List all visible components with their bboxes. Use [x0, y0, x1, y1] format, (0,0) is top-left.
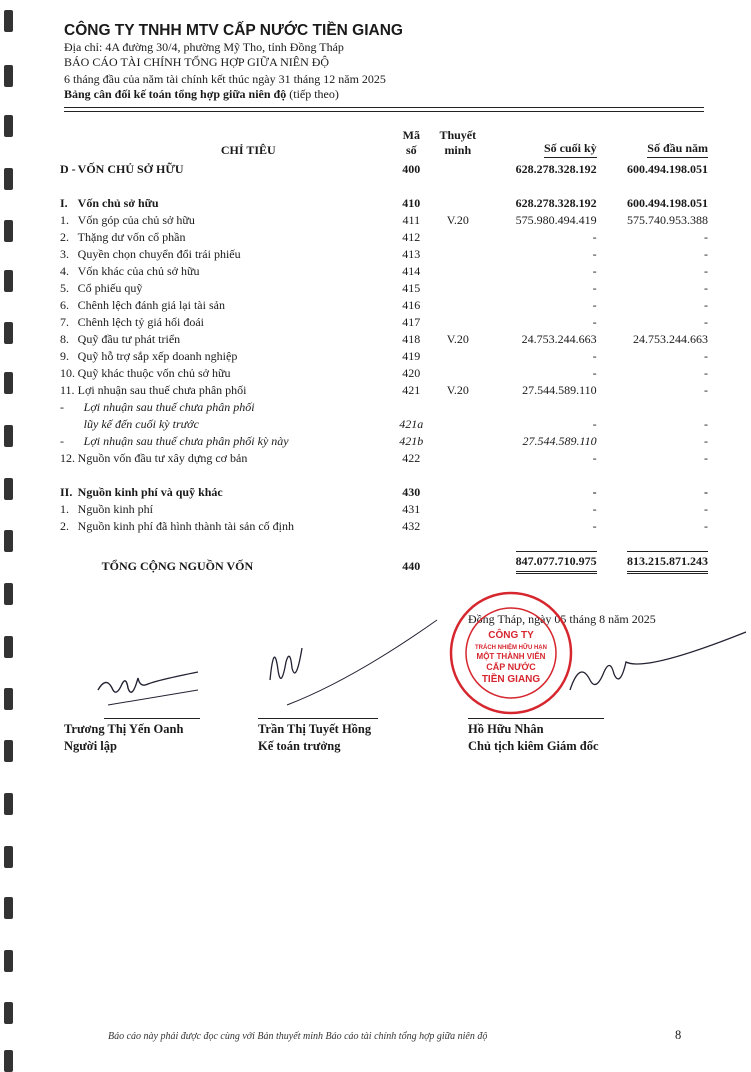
row-code: 412 — [402, 230, 421, 244]
row-code: 432 — [402, 519, 421, 533]
row-end-value: 847.077.710.975 — [482, 551, 597, 574]
binder-hole — [4, 10, 13, 32]
row-end-value: - — [592, 298, 597, 312]
table-row — [60, 551, 708, 574]
page-number: 8 — [675, 1028, 682, 1042]
row-code: 421a — [399, 417, 424, 431]
col-note-header: Thuyết minh — [439, 128, 477, 157]
row-end-value: - — [592, 281, 597, 295]
row-item: Quỹ khác thuộc vốn chủ sở hữu — [77, 366, 231, 380]
table-row — [60, 279, 708, 296]
signature-preparer — [88, 660, 208, 720]
svg-text:MỘT THÀNH VIÊN: MỘT THÀNH VIÊN — [476, 652, 546, 661]
spacer-row — [60, 534, 708, 551]
row-begin-value: 813.215.871.243 — [597, 551, 708, 574]
row-begin-value: - — [704, 281, 708, 295]
row-note — [434, 449, 482, 466]
row-item: Lợi nhuận sau thuế chưa phân phối — [77, 383, 247, 397]
row-note — [434, 483, 482, 500]
table-row — [60, 364, 708, 381]
row-begin-value: - — [704, 230, 708, 244]
row-item: Nguồn kinh phí — [77, 502, 154, 516]
row-item: Lợi nhuận sau thuế chưa phân phối — [83, 400, 255, 414]
table-row — [60, 517, 708, 534]
row-begin-value: - — [704, 315, 708, 329]
row-note — [434, 245, 482, 262]
row-end-value: - — [592, 485, 597, 499]
row-end-value — [482, 398, 597, 415]
row-code: 422 — [402, 451, 421, 465]
row-number: 2. — [60, 230, 69, 244]
row-item: VỐN CHỦ SỞ HỮU — [77, 162, 184, 176]
row-code — [389, 398, 434, 415]
row-code: 440 — [402, 559, 421, 573]
subtitle-continued: (tiếp theo) — [289, 87, 339, 101]
binder-hole — [4, 220, 13, 242]
row-code: 415 — [402, 281, 421, 295]
binder-hole — [4, 322, 13, 344]
svg-text:CẤP NƯỚC: CẤP NƯỚC — [486, 662, 536, 672]
row-number — [60, 415, 78, 432]
row-begin-value: - — [704, 485, 708, 499]
row-code: 418 — [402, 332, 421, 346]
table-row — [60, 296, 708, 313]
row-note — [434, 432, 482, 449]
binder-hole — [4, 740, 13, 762]
row-item: Cổ phiếu quỹ — [77, 281, 143, 295]
row-note — [434, 296, 482, 313]
row-number: 10. — [60, 366, 75, 380]
spacer-row — [60, 466, 708, 483]
row-item: TỔNG CỘNG NGUỒN VỐN — [101, 559, 254, 573]
table-row — [60, 313, 708, 330]
binder-hole — [4, 583, 13, 605]
row-item: Vốn khác của chủ sở hữu — [77, 264, 200, 278]
table-row — [60, 211, 708, 228]
row-code: 410 — [402, 196, 421, 210]
row-end-value: 628.278.328.192 — [515, 162, 597, 176]
binder-hole — [4, 636, 13, 658]
row-begin-value: 600.494.198.051 — [627, 196, 708, 210]
table-row — [60, 262, 708, 279]
row-begin-value: - — [704, 383, 708, 397]
row-item: Nguồn vốn đầu tư xây dựng cơ bản — [77, 451, 248, 465]
row-end-value: 27.544.589.110 — [522, 434, 597, 448]
table-row — [60, 160, 708, 177]
row-number: 1. — [60, 502, 69, 516]
preparer-name: Trương Thị Yến Oanh — [64, 722, 184, 736]
col-code-header: Mã số — [402, 128, 420, 157]
binder-hole — [4, 115, 13, 137]
row-begin-value: - — [704, 366, 708, 380]
row-number: 12. — [60, 451, 75, 465]
binder-hole — [4, 530, 13, 552]
row-note: V.20 — [446, 332, 469, 346]
report-title: BÁO CÁO TÀI CHÍNH TỔNG HỢP GIỮA NIÊN ĐỘ — [64, 55, 330, 69]
accountant-name: Trần Thị Tuyết Hồng — [258, 722, 372, 736]
row-item: Vốn chủ sở hữu — [77, 196, 159, 210]
row-note — [434, 347, 482, 364]
row-end-value: - — [592, 315, 597, 329]
row-number: 1. — [60, 213, 69, 227]
row-begin-value — [597, 398, 708, 415]
binder-hole — [4, 425, 13, 447]
row-note — [434, 228, 482, 245]
row-note — [434, 364, 482, 381]
row-number: - — [60, 400, 64, 414]
row-note — [434, 398, 482, 415]
binder-hole — [4, 688, 13, 710]
company-address: Địa chỉ: 4A đường 30/4, phường Mỹ Tho, tỉnh Đồng Tháp — [64, 40, 344, 54]
row-note: V.20 — [446, 383, 469, 397]
binder-hole — [4, 478, 13, 500]
row-note — [434, 500, 482, 517]
row-note — [434, 415, 482, 432]
row-begin-value: - — [704, 451, 708, 465]
row-item: Chênh lệch đánh giá lại tài sản — [77, 298, 225, 312]
row-begin-value: - — [704, 417, 708, 431]
row-item: Quỹ đầu tư phát triển — [77, 332, 181, 346]
row-item: Chênh lệch tỷ giá hối đoái — [77, 315, 204, 329]
table-row — [60, 500, 708, 517]
row-number: 7. — [60, 315, 69, 329]
row-item: Vốn góp của chủ sở hữu — [77, 213, 195, 227]
preparer-role: Người lập — [64, 739, 117, 753]
row-code: 431 — [402, 502, 421, 516]
row-note — [434, 160, 482, 177]
table-row — [60, 381, 708, 398]
row-end-value: 628.278.328.192 — [515, 196, 597, 210]
row-item: Nguồn kinh phí và quỹ khác — [77, 485, 223, 499]
binder-hole — [4, 793, 13, 815]
row-note — [434, 313, 482, 330]
row-number: 11. — [60, 383, 75, 397]
row-note — [434, 194, 482, 211]
row-begin-value: - — [704, 434, 708, 448]
row-number: 2. — [60, 519, 69, 533]
row-end-value: - — [592, 451, 597, 465]
signature-block-director — [468, 718, 604, 755]
balance-sheet-table — [60, 128, 708, 574]
binder-hole — [4, 846, 13, 868]
table-header-row — [60, 128, 708, 160]
row-code: 419 — [402, 349, 421, 363]
row-begin-value: 600.494.198.051 — [627, 162, 708, 176]
table-row — [60, 245, 708, 262]
date-line: Đồng Tháp, ngày 05 tháng 8 năm 2025 — [468, 612, 656, 626]
row-code: 416 — [402, 298, 421, 312]
col-item-header: CHỈ TIÊU — [220, 143, 276, 157]
row-item: Lợi nhuận sau thuế chưa phân phối kỳ này — [83, 434, 289, 448]
binder-hole — [4, 270, 13, 292]
table-row — [60, 432, 708, 449]
signature-block-accountant — [258, 718, 378, 755]
row-number: 8. — [60, 332, 69, 346]
row-begin-value: - — [704, 502, 708, 516]
binder-hole — [4, 897, 13, 919]
subtitle-bold: Bảng cân đối kế toán tổng hợp giữa niên độ — [64, 87, 287, 101]
row-note — [434, 517, 482, 534]
row-code: 430 — [402, 485, 421, 499]
row-note — [434, 262, 482, 279]
row-number: II. — [60, 485, 73, 499]
report-subtitle — [64, 87, 704, 102]
svg-text:TRÁCH NHIỆM HỮU HẠN: TRÁCH NHIỆM HỮU HẠN — [475, 645, 547, 651]
row-number: D - — [60, 162, 76, 176]
row-code: 413 — [402, 247, 421, 261]
row-end-value: - — [592, 366, 597, 380]
table-row — [60, 330, 708, 347]
row-begin-value: - — [704, 247, 708, 261]
binder-hole — [4, 168, 13, 190]
row-number: 6. — [60, 298, 69, 312]
row-end-value: - — [592, 349, 597, 363]
row-begin-value: - — [704, 264, 708, 278]
row-end-value: 575.980.494.419 — [515, 213, 597, 227]
row-item: Nguồn kinh phí đã hình thành tài sản cố định — [77, 519, 294, 533]
row-begin-value: - — [704, 349, 708, 363]
row-code: 421b — [399, 434, 424, 448]
row-end-value: 27.544.589.110 — [522, 383, 597, 397]
signature-chief-accountant — [262, 610, 442, 720]
svg-text:CÔNG TY: CÔNG TY — [488, 630, 534, 641]
row-item: lũy kế đến cuối kỳ trước — [83, 417, 199, 431]
row-code: 421 — [402, 383, 421, 397]
signature-director — [560, 620, 750, 710]
company-seal — [446, 588, 576, 718]
table-row — [60, 228, 708, 245]
row-item: Quỹ hỗ trợ sắp xếp doanh nghiệp — [77, 349, 238, 363]
row-number: 9. — [60, 349, 69, 363]
header-rule — [64, 107, 704, 108]
row-item: Quyền chọn chuyển đổi trái phiếu — [77, 247, 241, 261]
row-code: 414 — [402, 264, 421, 278]
signature-block-preparer — [64, 718, 200, 755]
table-row — [60, 415, 708, 432]
row-end-value: - — [592, 519, 597, 533]
row-number: 4. — [60, 264, 69, 278]
header-rule-thin — [64, 111, 704, 112]
footer-note: Báo cáo này phải được đọc cùng với Bản thuyết minh Báo cáo tài chính tổng hợp giữa niên độ — [108, 1031, 488, 1042]
row-number: 5. — [60, 281, 69, 295]
row-begin-value: 575.740.953.388 — [627, 213, 708, 227]
row-begin-value: - — [704, 298, 708, 312]
row-number: 3. — [60, 247, 69, 261]
document-header — [64, 22, 704, 102]
spacer-row — [60, 177, 708, 194]
director-role: Chủ tịch kiêm Giám đốc — [468, 739, 599, 753]
report-period: 6 tháng đầu của năm tài chính kết thúc ngày 31 tháng 12 năm 2025 — [64, 72, 386, 86]
row-end-value: - — [592, 230, 597, 244]
row-number: I. — [60, 196, 68, 210]
row-code: 411 — [402, 213, 421, 227]
director-name: Hồ Hữu Nhân — [468, 722, 544, 736]
row-code: 420 — [402, 366, 421, 380]
row-end-value: - — [592, 417, 597, 431]
table-row — [60, 347, 708, 364]
row-begin-value: - — [704, 519, 708, 533]
table-row — [60, 449, 708, 466]
row-end-value: - — [592, 502, 597, 516]
row-note: V.20 — [446, 213, 469, 227]
binder-hole — [4, 65, 13, 87]
company-name: CÔNG TY TNHH MTV CẤP NƯỚC TIỀN GIANG — [64, 22, 403, 39]
table-row — [60, 194, 708, 211]
row-number — [60, 551, 78, 574]
row-end-value: - — [592, 264, 597, 278]
row-note — [434, 551, 482, 574]
row-number: - — [60, 434, 64, 448]
svg-text:TIỀN GIANG: TIỀN GIANG — [481, 674, 541, 685]
table-row — [60, 483, 708, 500]
row-end-value: 24.753.244.663 — [521, 332, 597, 346]
col-end-header: Số cuối kỳ — [482, 128, 597, 160]
binder-hole — [4, 950, 13, 972]
row-code: 417 — [402, 315, 421, 329]
table-row — [60, 398, 708, 415]
col-begin-header: Số đầu năm — [597, 128, 708, 160]
row-end-value: - — [592, 247, 597, 261]
row-begin-value: 24.753.244.663 — [633, 332, 708, 346]
accountant-role: Kế toán trưởng — [258, 739, 341, 753]
binder-hole — [4, 372, 13, 394]
row-code: 400 — [402, 162, 421, 176]
binder-hole — [4, 1002, 13, 1024]
row-item: Thặng dư vốn cổ phần — [77, 230, 186, 244]
row-note — [434, 279, 482, 296]
